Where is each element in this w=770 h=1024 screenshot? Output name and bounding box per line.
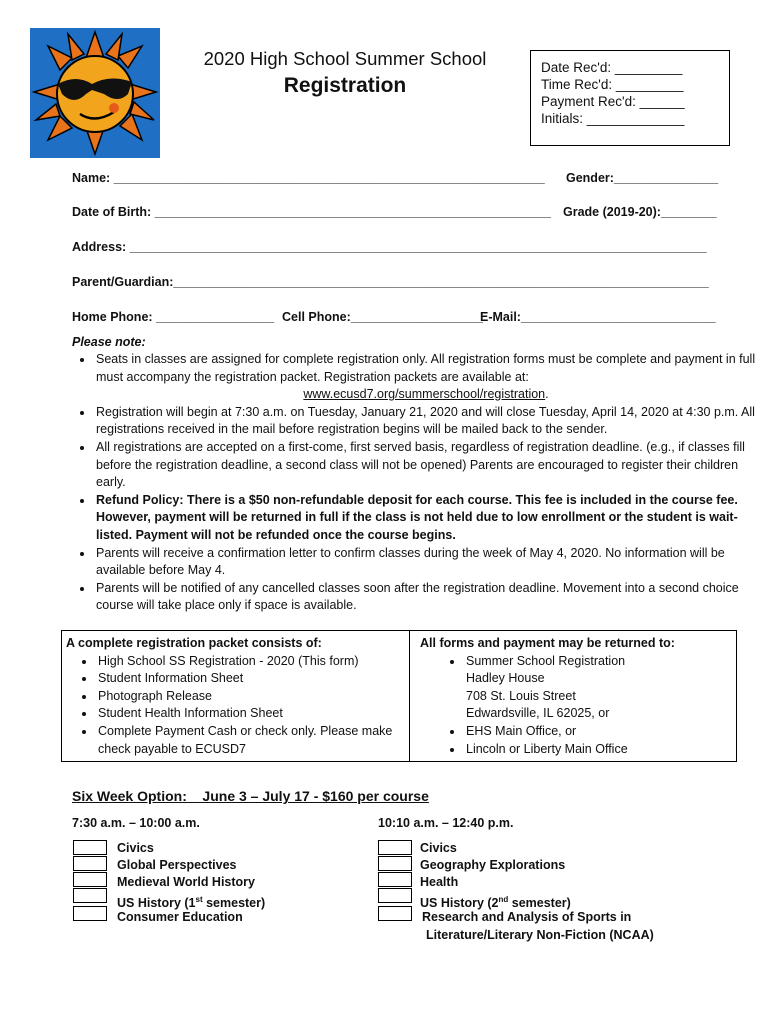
address-line: Edwardsville, IL 62025, or xyxy=(466,706,610,721)
form-title-line2: Registration xyxy=(283,74,407,97)
packet-heading: A complete registration packet consists of: xyxy=(66,636,322,650)
checkbox-afternoon-civics[interactable] xyxy=(378,840,412,855)
office-use-box xyxy=(530,50,730,146)
afternoon-time: 10:10 a.m. – 12:40 p.m. xyxy=(378,816,514,830)
packet-table xyxy=(61,630,737,762)
notes-list xyxy=(72,351,756,615)
list-item: • Lincoln or Liberty Main Office xyxy=(464,741,736,759)
course-morning-global-perspectives: Global Perspectives xyxy=(117,858,237,872)
course-text: semester) xyxy=(508,896,571,911)
time-received-field[interactable]: Time Rec'd: _________ xyxy=(541,77,684,92)
list-item: • Photograph Release xyxy=(96,688,409,706)
name-field[interactable]: Name: ______________________________________________________________ xyxy=(72,171,545,185)
registration-link-text[interactable]: www.ecusd7.org/summerschool/registration xyxy=(303,387,546,402)
course-morning-civics: Civics xyxy=(117,841,154,855)
gender-field[interactable]: Gender:_______________ xyxy=(566,171,719,185)
initials-field[interactable]: Initials: _____________ xyxy=(541,111,685,126)
address-line: 708 St. Louis Street xyxy=(466,688,576,703)
checkbox-morning-us-history[interactable] xyxy=(73,888,107,903)
course-afternoon-geography: Geography Explorations xyxy=(420,858,566,872)
list-item: • Parents will be notified of any cancelled classes soon after the registration deadline. Movement into a second choice course will take place only if space is available. xyxy=(94,580,756,615)
home-phone-field[interactable]: Home Phone: _________________ xyxy=(72,310,275,324)
registration-link[interactable] xyxy=(96,386,756,404)
course-morning-consumer-education: Consumer Education xyxy=(117,910,243,924)
course-text: US History (1 xyxy=(117,896,196,911)
email-field[interactable]: E-Mail:____________________________ xyxy=(480,310,716,324)
dob-field[interactable]: Date of Birth: _________________________________________________________ xyxy=(72,205,551,219)
six-week-heading-text: Six Week Option: June 3 – July 17 - $160 per course xyxy=(72,788,429,804)
checkbox-morning-civics[interactable] xyxy=(73,840,107,855)
course-afternoon-sports-literature-line2: Literature/Literary Non-Fiction (NCAA) xyxy=(426,928,654,942)
morning-time: 7:30 a.m. – 10:00 a.m. xyxy=(72,816,200,830)
list-item: • Student Information Sheet xyxy=(96,670,409,688)
grade-field[interactable]: Grade (2019-20):________ xyxy=(563,205,717,219)
checkbox-afternoon-health[interactable] xyxy=(378,872,412,887)
date-received-field[interactable]: Date Rec'd: _________ xyxy=(541,60,683,75)
refund-policy-item: • Refund Policy: There is a $50 non-refundable deposit for each course. This fee is included in the course fee. However, payment will be returned in full if the class is not held due to low enrollment or the student is wait-listed. Payment will not be refunded once the course begins. xyxy=(94,492,756,545)
checkbox-afternoon-us-history[interactable] xyxy=(378,888,412,903)
form-title-line1: 2020 High School Summer School xyxy=(203,48,487,69)
list-item: • EHS Main Office, or xyxy=(464,723,736,741)
course-afternoon-sports-literature-line1: Research and Analysis of Sports in xyxy=(422,910,632,924)
checkbox-morning-consumer-education[interactable] xyxy=(73,906,107,921)
checkbox-morning-global-perspectives[interactable] xyxy=(73,856,107,871)
sun-logo xyxy=(30,28,160,158)
address-field[interactable]: Address: ___________________________________________________________________________________ xyxy=(72,240,707,254)
list-item: • Parents will receive a confirmation letter to confirm classes during the week of May 4, 2020. No information will be available before May 4. xyxy=(94,545,756,580)
return-address xyxy=(410,631,736,761)
return-list xyxy=(420,653,736,759)
packet-list xyxy=(66,653,409,759)
packet-contents xyxy=(62,631,410,761)
checkbox-afternoon-sports-literature[interactable] xyxy=(378,906,412,921)
ordinal: nd xyxy=(498,895,509,904)
list-item: • All registrations are accepted on a first-come, first served basis, regardless of registration deadline. (e.g., if classes fill before the registration deadline, a second class will not be opened) Parents are encouraged to register their children early. xyxy=(94,439,756,492)
payment-received-field[interactable]: Payment Rec'd: ______ xyxy=(541,94,685,109)
return-heading: All forms and payment may be returned to: xyxy=(420,636,675,650)
address-line: Hadley House xyxy=(466,671,545,686)
period: . xyxy=(545,387,549,402)
course-morning-medieval-history: Medieval World History xyxy=(117,875,255,889)
list-item: • Student Health Information Sheet xyxy=(96,705,409,723)
ordinal: st xyxy=(195,895,203,904)
notes-heading: Please note: xyxy=(72,335,146,349)
list-item: • Complete Payment Cash or check only. Please make check payable to ECUSD7 xyxy=(96,723,409,758)
checkbox-morning-medieval-history[interactable] xyxy=(73,872,107,887)
course-text: US History (2 xyxy=(420,896,499,911)
course-afternoon-civics: Civics xyxy=(420,841,457,855)
list-item: • Summer School Registration xyxy=(464,653,736,671)
note-text: Seats in classes are assigned for complete registration only. All registration forms must be complete and payment in full must accompany the registration packet. Registration packets are available at: xyxy=(96,352,756,384)
six-week-heading xyxy=(72,788,429,804)
course-afternoon-health: Health xyxy=(420,875,459,889)
list-item: • High School SS Registration - 2020 (This form) xyxy=(96,653,409,671)
checkbox-afternoon-geography[interactable] xyxy=(378,856,412,871)
course-text: semester) xyxy=(202,896,266,911)
list-item xyxy=(94,351,756,404)
list-item: • Registration will begin at 7:30 a.m. on Tuesday, January 21, 2020 and will close Tuesday, April 14, 2020 at 4:30 p.m. All registrations received in the mail before registration begins will be mailed back to the sender. xyxy=(94,404,756,439)
parent-guardian-field[interactable]: Parent/Guardian:_____________________________________________________________________________ xyxy=(72,275,709,289)
cell-phone-field[interactable]: Cell Phone:___________________ xyxy=(282,310,483,324)
